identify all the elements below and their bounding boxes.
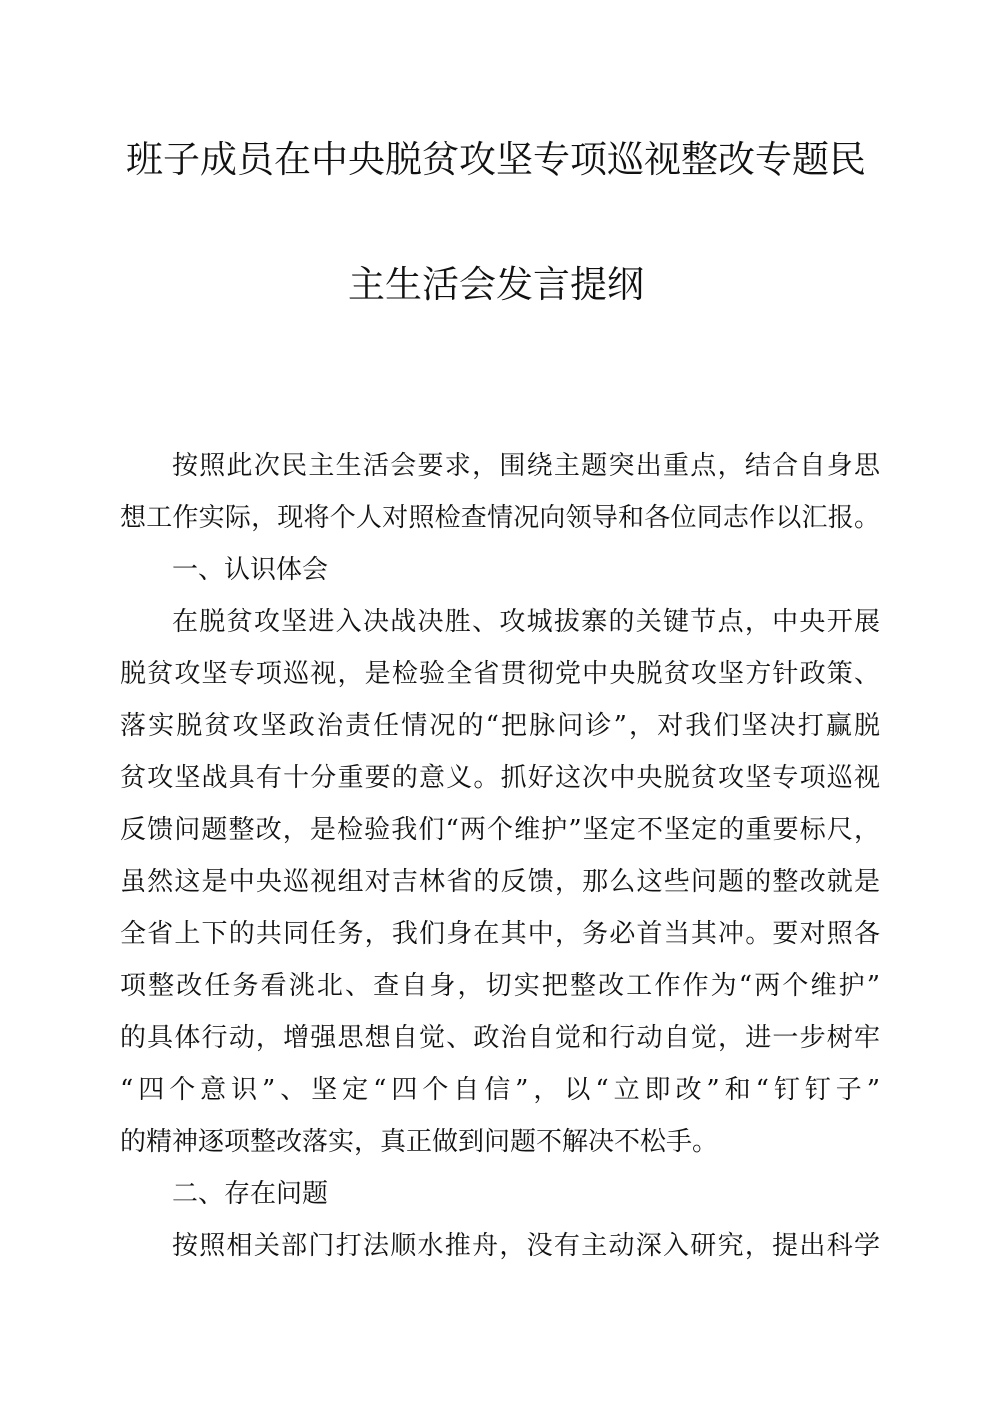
paragraph-line: 的具体行动，增强思想自觉、政治自觉和行动自觉，进一步树牢 <box>120 1023 880 1053</box>
section-heading-problems: 二、存在问题 <box>172 1179 329 1209</box>
document-title-line-2: 主生活会发言提纲 <box>348 263 644 306</box>
paragraph-line: 项整改任务看洮北、查自身，切实把整改工作作为“两个维护” <box>120 971 880 1001</box>
paragraph-line: 全省上下的共同任务，我们身在其中，务必首当其冲。要对照各 <box>120 919 880 949</box>
paragraph-line: 落实脱贫攻坚政治责任情况的“把脉问诊”，对我们坚决打赢脱 <box>120 711 880 741</box>
paragraph-line: 的精神逐项整改落实，真正做到问题不解决不松手。 <box>120 1127 719 1157</box>
section-heading-recognition: 一、认识体会 <box>172 555 329 585</box>
document-title-line-1: 班子成员在中央脱贫攻坚专项巡视整改专题民 <box>126 138 866 181</box>
paragraph-line: 反馈问题整改，是检验我们“两个维护”坚定不坚定的重要标尺， <box>120 815 880 845</box>
paragraph-line: 按照此次民主生活会要求，围绕主题突出重点，结合自身思 <box>172 451 880 481</box>
paragraph-line: 按照相关部门打法顺水推舟，没有主动深入研究，提出科学 <box>172 1231 880 1261</box>
paragraph-line: 脱贫攻坚专项巡视，是检验全省贯彻党中央脱贫攻坚方针政策、 <box>120 659 880 689</box>
paragraph-line: 在脱贫攻坚进入决战决胜、攻城拔寨的关键节点，中央开展 <box>172 607 880 637</box>
paragraph-line: 贫攻坚战具有十分重要的意义。抓好这次中央脱贫攻坚专项巡视 <box>120 763 880 793</box>
paragraph-line: 虽然这是中央巡视组对吉林省的反馈，那么这些问题的整改就是 <box>120 867 880 897</box>
paragraph-line: “四个意识”、坚定“四个自信”，以“立即改”和“钉钉子” <box>120 1075 880 1105</box>
paragraph-line: 想工作实际，现将个人对照检查情况向领导和各位同志作以汇报。 <box>120 503 880 533</box>
